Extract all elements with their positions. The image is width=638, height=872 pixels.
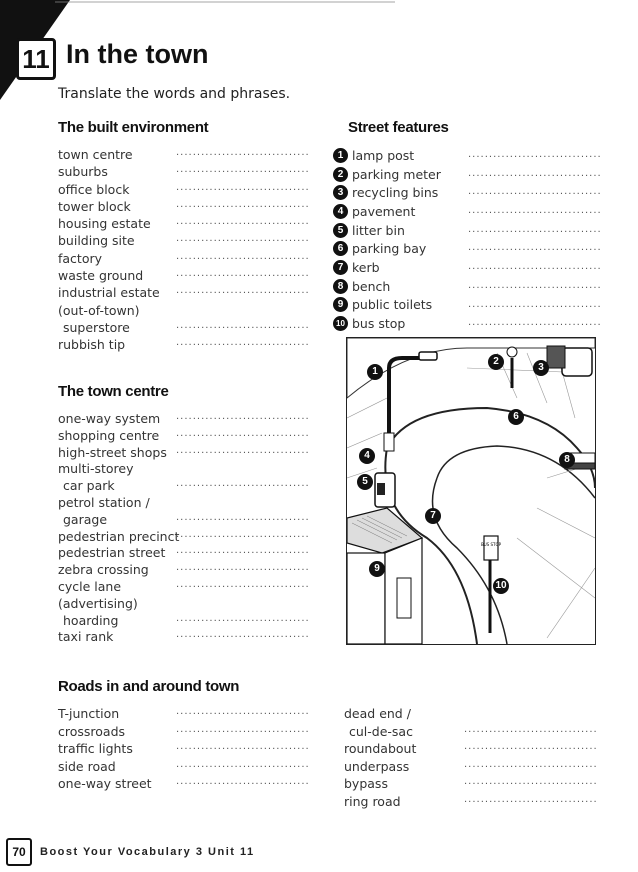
list-item [58, 251, 308, 268]
list-item [344, 793, 598, 812]
illustration-label-10: 10 [493, 578, 509, 594]
unit-number: 11 [16, 38, 56, 80]
translation-blank[interactable]: ................................ [468, 205, 602, 217]
translation-blank[interactable]: ................................ [468, 298, 602, 310]
term-label: waste ground [58, 268, 144, 284]
street-features-list [333, 146, 603, 333]
number-badge: 4 [333, 204, 348, 219]
translation-blank[interactable]: ................................ [176, 411, 310, 422]
list-item [58, 303, 308, 320]
translation-blank[interactable]: ................................ [176, 268, 310, 280]
term-label: multi-storey [58, 461, 134, 477]
number-badge: 6 [333, 241, 348, 256]
translation-blank[interactable]: ................................ [176, 776, 310, 787]
term-label: housing estate [58, 216, 151, 232]
translation-blank[interactable]: ................................ [464, 793, 598, 805]
street-feature-item [333, 296, 603, 315]
translation-blank[interactable]: ................................ [176, 706, 310, 717]
term-label: tower block [58, 198, 131, 214]
list-item [58, 629, 308, 646]
term-label: dead end / [344, 706, 411, 721]
translation-blank[interactable]: ................................ [468, 167, 602, 179]
term-label: cul-de-sac [349, 723, 413, 739]
translation-blank[interactable]: ................................ [468, 223, 602, 235]
list-item [58, 182, 308, 199]
term-label: bench [352, 278, 391, 294]
translation-blank[interactable]: ................................ [176, 578, 310, 590]
illustration-label-4: 4 [359, 448, 375, 464]
term-label: traffic lights [58, 741, 133, 756]
translation-blank[interactable]: ................................ [176, 250, 310, 262]
street-feature-item [333, 202, 603, 221]
roads-list-left [58, 706, 308, 794]
translation-blank[interactable]: ................................ [176, 198, 310, 210]
number-badge: 8 [333, 279, 348, 294]
list-item [58, 512, 308, 529]
term-label: bypass [344, 776, 388, 791]
translation-blank[interactable]: ................................ [468, 242, 602, 254]
list-item [58, 613, 308, 630]
term-label: recycling bins [352, 185, 439, 201]
term-label: ring road [344, 793, 401, 809]
translation-blank[interactable]: ................................ [176, 741, 310, 752]
term-label: underpass [344, 758, 410, 774]
list-item [58, 233, 308, 250]
number-badge: 7 [333, 260, 348, 275]
number-badge: 5 [333, 223, 348, 238]
term-label: car park [63, 478, 115, 494]
translation-blank[interactable]: ................................ [176, 164, 310, 176]
street-scene-drawing [347, 338, 595, 644]
list-item [58, 320, 308, 337]
term-label: office block [58, 181, 130, 197]
street-feature-item [333, 258, 603, 277]
term-label: building site [58, 233, 135, 249]
list-item [58, 411, 308, 428]
term-label: shopping centre [58, 427, 160, 443]
term-label: cycle lane [58, 578, 122, 594]
translation-blank[interactable]: ................................ [176, 511, 310, 523]
list-item [344, 706, 594, 724]
term-label: town centre [58, 147, 133, 162]
translation-blank[interactable]: ................................ [464, 758, 598, 770]
translation-blank[interactable]: ................................ [176, 181, 310, 193]
term-label: bus stop [352, 316, 406, 332]
illustration-label-8: 8 [559, 452, 575, 468]
list-item [344, 723, 598, 742]
instruction: Translate the words and phrases. [58, 86, 291, 102]
list-item [58, 147, 308, 164]
roads-list-right [344, 706, 598, 811]
term-label: hoarding [63, 612, 119, 628]
term-label: petrol station / [58, 494, 150, 510]
list-item [58, 199, 308, 216]
term-label: (out-of-town) [58, 302, 140, 318]
translation-blank[interactable]: ................................ [176, 562, 310, 574]
term-label: superstore [63, 319, 130, 335]
term-label: pedestrian street [58, 545, 166, 561]
list-item [58, 428, 308, 445]
translation-blank[interactable]: ................................ [468, 317, 602, 329]
term-label: pavement [352, 203, 416, 219]
term-label: public toilets [352, 297, 433, 313]
street-feature-item [333, 314, 603, 333]
street-feature-item [333, 183, 603, 202]
list-item [58, 216, 308, 233]
list-item [58, 562, 308, 579]
bus-stop-sign-text: BUS STOP [480, 542, 502, 547]
list-item [58, 478, 308, 495]
list-item [58, 461, 308, 478]
term-label: rubbish tip [58, 337, 126, 353]
term-label: garage [63, 511, 108, 527]
term-label: taxi rank [58, 629, 114, 645]
list-item [344, 758, 598, 777]
translation-blank[interactable]: ................................ [176, 319, 310, 331]
term-label: suburbs [58, 164, 108, 180]
street-feature-item [333, 146, 603, 165]
term-label: pedestrian precinct [58, 528, 180, 544]
term-label: one-way street [58, 776, 152, 791]
section-heading-roads: Roads in and around town [58, 678, 240, 695]
number-badge: 2 [333, 167, 348, 182]
street-illustration [346, 337, 596, 645]
illustration-label-9: 9 [369, 561, 385, 577]
term-label: parking bay [352, 241, 427, 257]
translation-blank[interactable]: ................................ [176, 444, 310, 456]
list-item [58, 529, 308, 546]
list-item [58, 268, 308, 285]
term-label: roundabout [344, 741, 417, 756]
translation-blank[interactable]: ................................ [176, 545, 310, 557]
illustration-label-2: 2 [488, 354, 504, 370]
term-label: crossroads [58, 723, 126, 739]
translation-blank[interactable]: ................................ [176, 612, 310, 624]
list-item [58, 337, 308, 354]
translation-blank[interactable]: ................................ [176, 528, 310, 540]
number-badge: 1 [333, 148, 348, 163]
term-label: high-street shops [58, 444, 167, 460]
translation-blank[interactable]: ................................ [176, 478, 310, 490]
translation-blank[interactable]: ................................ [464, 741, 598, 752]
number-badge: 10 [333, 316, 348, 331]
term-label: industrial estate [58, 285, 160, 301]
term-label: side road [58, 758, 116, 774]
translation-blank[interactable]: ................................ [468, 279, 602, 291]
street-feature-item [333, 277, 603, 296]
term-label: T-junction [58, 706, 120, 721]
page-title: In the town [66, 39, 209, 69]
translation-blank[interactable]: ................................ [176, 147, 310, 158]
street-feature-item [333, 239, 603, 258]
translation-blank[interactable]: ................................ [176, 629, 310, 641]
translation-blank[interactable]: ................................ [468, 186, 602, 198]
list-item [58, 545, 308, 562]
illustration-label-5: 5 [357, 474, 373, 490]
translation-blank[interactable]: ................................ [176, 723, 310, 735]
term-label: one-way system [58, 411, 161, 426]
illustration-label-6: 6 [508, 409, 524, 425]
street-feature-item [333, 221, 603, 240]
section-heading-town-centre: The town centre [58, 383, 169, 400]
term-label: parking meter [352, 166, 441, 182]
illustration-label-1: 1 [367, 364, 383, 380]
built-environment-list [58, 147, 308, 355]
list-item [58, 164, 308, 181]
illustration-label-3: 3 [533, 360, 549, 376]
page-number: 70 [6, 838, 32, 866]
translation-blank[interactable]: ................................ [468, 149, 602, 160]
list-item [58, 579, 308, 596]
translation-blank[interactable]: ................................ [176, 758, 310, 770]
footer-book-title: Boost Your Vocabulary 3 Unit 11 [40, 846, 255, 858]
translation-blank[interactable]: ................................ [468, 261, 602, 273]
term-label: lamp post [352, 147, 415, 163]
town-centre-list [58, 411, 308, 646]
translation-blank[interactable]: ................................ [464, 776, 598, 787]
term-label: factory [58, 250, 103, 266]
list-item [58, 759, 308, 777]
term-label: zebra crossing [58, 562, 149, 578]
list-item [344, 776, 598, 794]
number-badge: 3 [333, 185, 348, 200]
list-item [58, 495, 308, 512]
translation-blank[interactable]: ................................ [176, 337, 310, 349]
list-item [58, 445, 308, 462]
term-label: (advertising) [58, 595, 138, 611]
list-item [58, 706, 308, 724]
list-item [58, 724, 308, 742]
illustration-label-7: 7 [425, 508, 441, 524]
section-heading-built-environment: The built environment [58, 119, 209, 136]
list-item [58, 285, 308, 302]
list-item [58, 596, 308, 613]
street-feature-item [333, 165, 603, 184]
term-label: kerb [352, 259, 380, 275]
section-heading-street-features: Street features [348, 119, 449, 136]
translation-blank[interactable]: ................................ [176, 427, 310, 439]
number-badge: 9 [333, 297, 348, 312]
list-item [58, 741, 308, 759]
list-item [344, 741, 598, 759]
translation-blank[interactable]: ................................ [176, 285, 310, 297]
list-item [58, 776, 308, 794]
translation-blank[interactable]: ................................ [176, 216, 310, 228]
translation-blank[interactable]: ................................ [176, 233, 310, 245]
translation-blank[interactable]: ................................ [464, 723, 598, 735]
term-label: litter bin [352, 222, 405, 238]
